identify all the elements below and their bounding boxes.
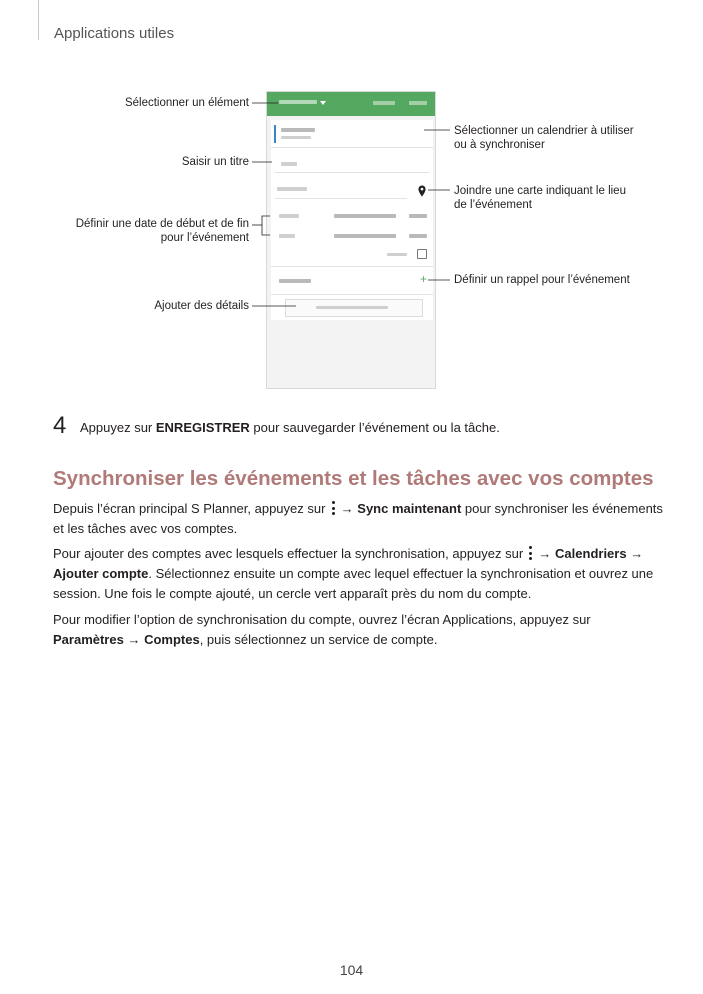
paragraph-add-account (53, 544, 663, 604)
callout-bracket-dates (262, 216, 270, 235)
callout-set-dates-line2: pour l’événement (160, 232, 249, 244)
settings-keyword: Paramètres (53, 632, 124, 647)
callout-attach-map-line1: Joindre une carte indiquant le lieu (454, 185, 626, 197)
arrow: → (337, 501, 358, 516)
add-reminder-icon: + (420, 272, 428, 286)
callout-set-dates (76, 217, 249, 245)
callout-attach-map (454, 184, 626, 212)
save-keyword: ENREGISTRER (155, 420, 250, 435)
add-account-keyword: Ajouter compte (53, 566, 149, 581)
p3-text-1: Pour modifier l’option de synchronisation du compte, ouvrez l’écran Applications, appuyez sur (53, 612, 591, 627)
accounts-keyword: Comptes (144, 632, 200, 647)
p3-text-2: , puis sélectionnez un service de compte. (199, 632, 438, 647)
section-title: Synchroniser les événements et les tâches avec vos comptes (53, 467, 654, 490)
sync-now-keyword: Sync maintenant (357, 501, 462, 516)
paragraph-sync-options (53, 610, 663, 650)
callout-attach-map-line2: de l’événement (454, 199, 532, 211)
p1-text-1: Depuis l’écran principal S Planner, appuyez sur (53, 501, 330, 516)
callout-select-calendar-line2: ou à synchroniser (454, 139, 545, 151)
arrow: → (123, 632, 145, 647)
p2-text-1: Pour ajouter des comptes avec lesquels effectuer la synchronisation, appuyez sur (53, 546, 527, 561)
calendars-keyword: Calendriers (555, 546, 627, 561)
callout-set-dates-line1: Définir une date de début et de fin (75, 218, 249, 230)
callout-select-calendar-line1: Sélectionner un calendrier à utiliser (454, 125, 634, 137)
arrow: → (534, 546, 556, 561)
step-4-text (80, 420, 500, 436)
step-number: 4 (53, 412, 67, 439)
callout-set-reminder: Définir un rappel pour l’événement (454, 274, 630, 286)
p1-text-2: pour synchroniser les événements et les tâches avec vos comptes. (53, 501, 663, 536)
callout-add-details: Ajouter des détails (154, 300, 249, 312)
step-4-text-after: pour sauvegarder l’événement ou la tâche. (249, 420, 500, 435)
more-options-icon (529, 546, 533, 560)
more-options-icon (331, 501, 335, 515)
step-4-text-before: Appuyez sur (80, 420, 156, 435)
paragraph-sync-now (53, 499, 663, 539)
arrow: → (626, 546, 644, 561)
callout-select-item: Sélectionner un élément (124, 97, 249, 109)
header-title: Applications utiles (54, 25, 175, 42)
callout-enter-title: Saisir un titre (181, 156, 249, 168)
page-number: 104 (339, 962, 364, 978)
callout-select-calendar (454, 124, 634, 152)
p2-text-2: . Sélectionnez ensuite un compte avec lequel effectuer la synchronisation et ouvrez une session. Une fois le compte ajouté, un cercle vert apparaît près du nom du compte. (53, 566, 654, 601)
